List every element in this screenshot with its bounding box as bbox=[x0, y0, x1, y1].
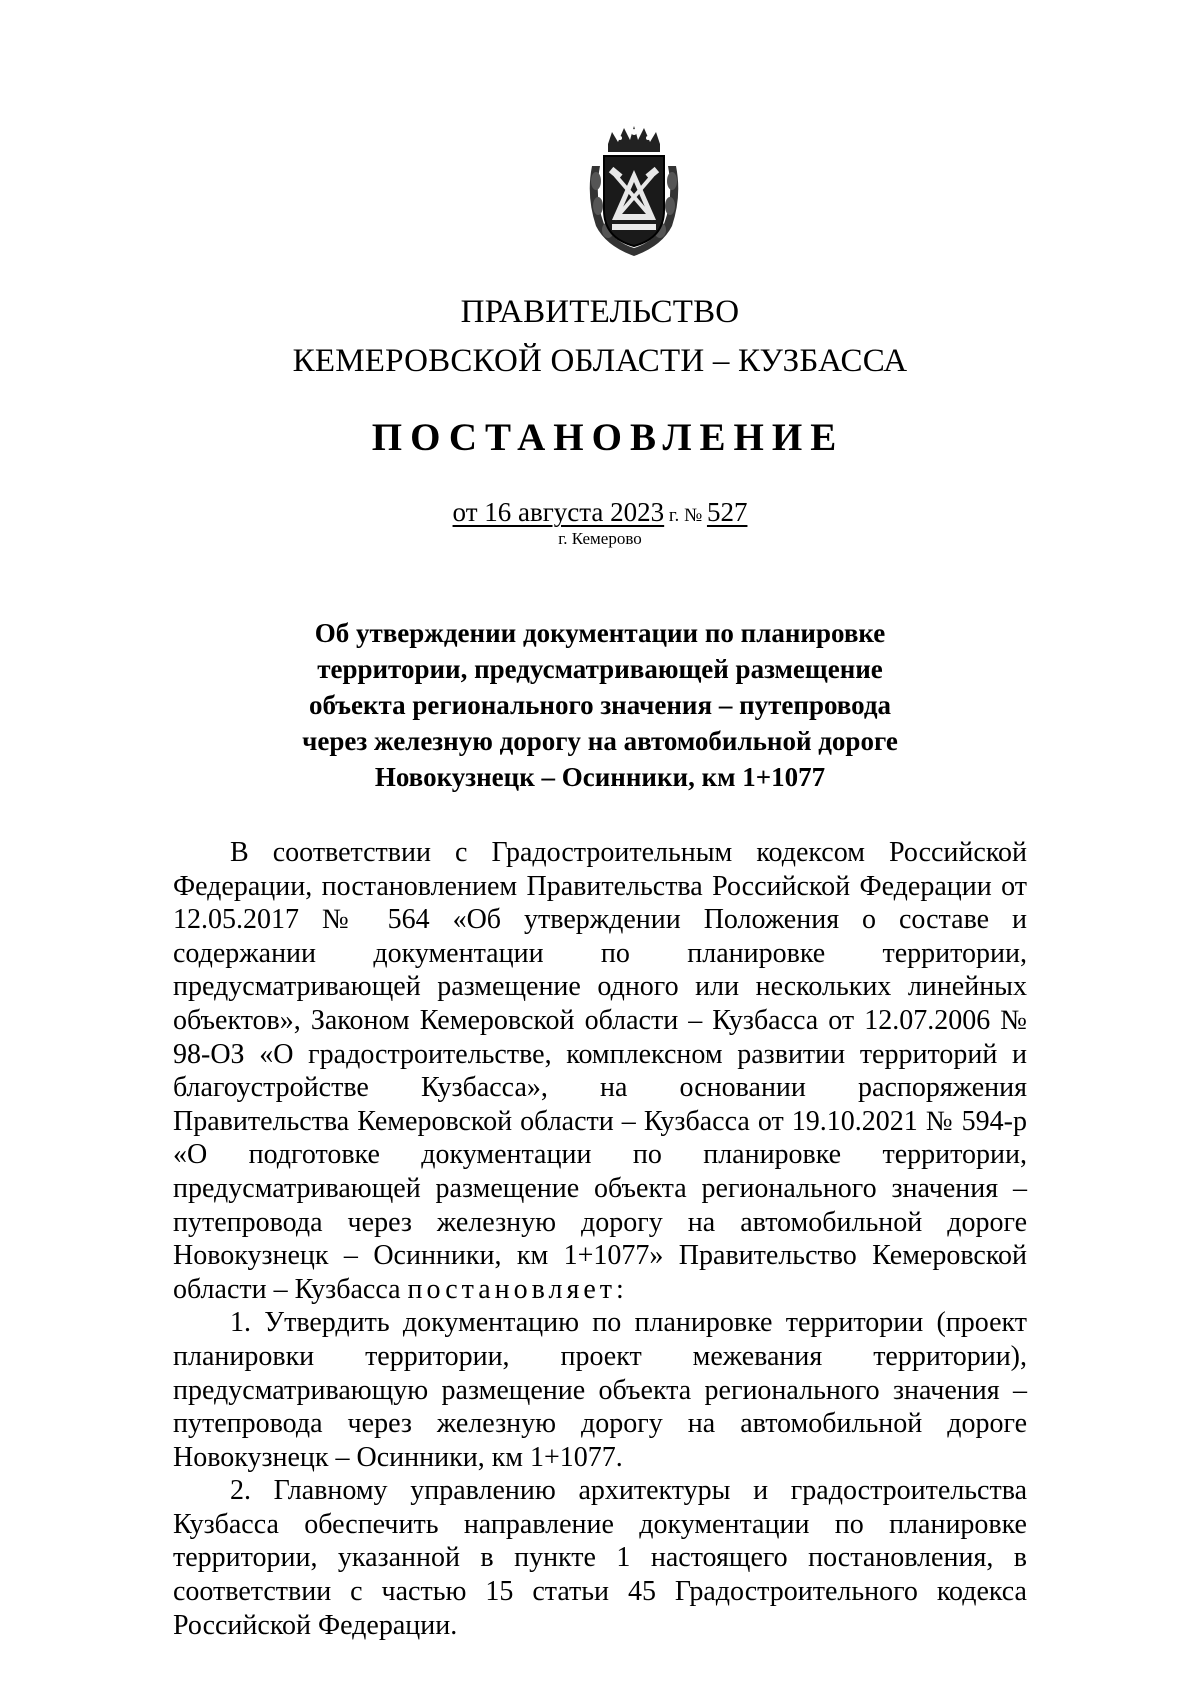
government-name-line1: ПРАВИТЕЛЬСТВО bbox=[460, 294, 740, 330]
document-city: г. Кемерово bbox=[558, 529, 642, 548]
document-date: от 16 августа 2023 bbox=[452, 497, 665, 527]
government-name-line2: КЕМЕРОВСКОЙ ОБЛАСТИ – КУЗБАССА bbox=[292, 343, 908, 379]
number-sign: № bbox=[679, 505, 707, 526]
document-number: 527 bbox=[706, 497, 748, 527]
document-subject-title: Об утверждении документации по планировке территории, предусматривающей размещение объекта регионального значения – путепровода через железную дорогу на автомобильной дороге Новокузнецк – Осинники, км 1+1077 bbox=[302, 618, 898, 792]
decree-word: постановляет bbox=[407, 1273, 616, 1305]
document-date-number bbox=[0, 496, 1200, 532]
item-1-paragraph: 1. Утвердить документацию по планировке территории (проект планировки территории, проект межевания территории), предусматривающую размещение объекта регионального значения – путепровода через железную дорогу на автомобильной дороге Новокузнецк – Осинники, км 1+1077. bbox=[173, 1307, 1027, 1473]
document-body bbox=[173, 836, 1027, 1642]
preamble-text: В соответствии с Градостроительным кодексом Российской Федерации, постановлением Правительства Российской Федерации от 12.05.2017 № 564 «Об утверждении Положения о составе и содержании документации по планировке территории, предусматривающей размещение одного или нескольких линейных объектов», Законом Кемеровской области – Кузбасса от 12.07.2006 № 98-ОЗ «О градостроительстве, комплексном развитии территорий и благоустройстве Кузбасса», на основании распоряжения Правительства Кемеровской области – Кузбасса от 19.10.2021 № 594-р «О подготовке документации по планировке территории, предусматривающей размещение объекта регионального значения – путепровода через железную дорогу на автомобильной дороге Новокузнецк – Осинники, км 1+1077» Правительство Кемеровской области – Кузбасса bbox=[173, 837, 1027, 1305]
item-2-paragraph: 2. Главному управлению архитектуры и градостроительства Кузбасса обеспечить направление документации по планировке территории, указанной в пункте 1 настоящего постановления, в соответствии с частью 15 статьи 45 Градостроительного кодекса Российской Федерации. bbox=[173, 1475, 1027, 1641]
year-suffix: г. bbox=[664, 505, 680, 526]
document-type-heading: ПОСТАНОВЛЕНИЕ bbox=[371, 416, 845, 459]
preamble-paragraph bbox=[173, 836, 1027, 1306]
coat-of-arms-icon bbox=[586, 126, 682, 258]
decree-colon: : bbox=[616, 1273, 624, 1305]
